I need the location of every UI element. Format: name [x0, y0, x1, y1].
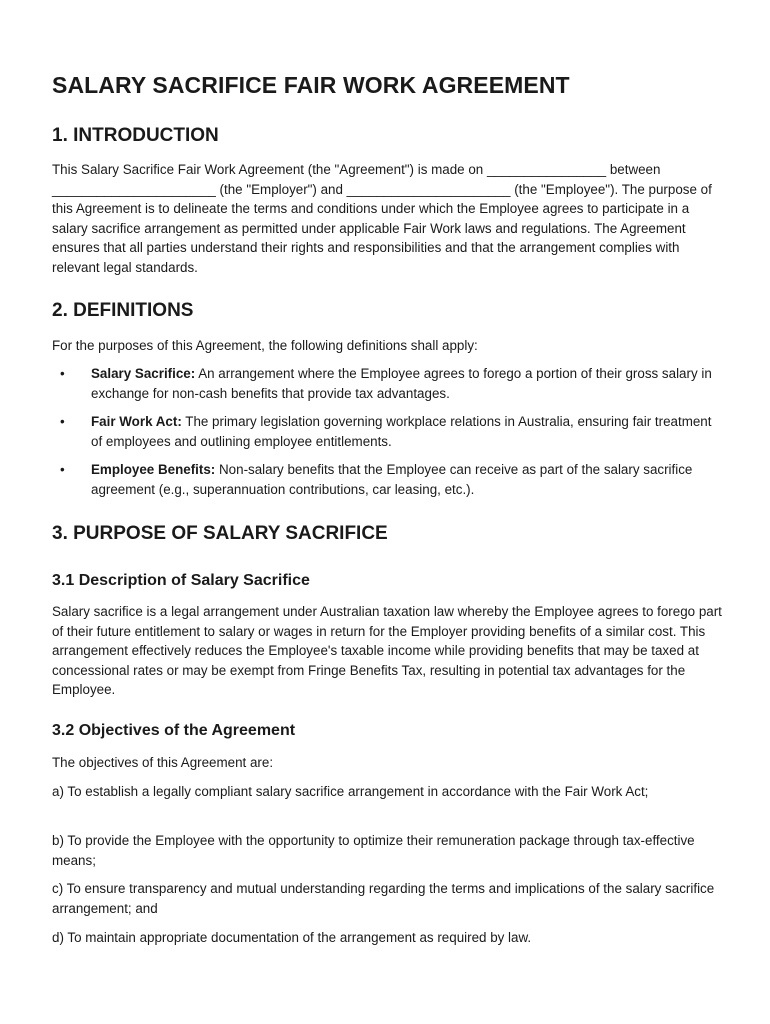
document-title: SALARY SACRIFICE FAIR WORK AGREEMENT: [52, 72, 570, 98]
subsection-heading-objectives: 3.2 Objectives of the Agreement: [52, 722, 296, 739]
objective-item-c: c) To ensure transparency and mutual understanding regarding the terms and implications of the salary sacrifice arrangement; and: [52, 881, 715, 916]
objective-item-d: d) To maintain appropriate documentation of the arrangement as required by law.: [52, 930, 532, 945]
definition-item-fair-work-act: [52, 412, 722, 451]
bullet-icon: •: [60, 462, 65, 478]
bullet-icon: •: [60, 414, 65, 430]
objectives-intro: The objectives of this Agreement are:: [52, 755, 274, 770]
definitions-list: [52, 364, 722, 509]
definition-text: Non-salary benefits that the Employee can receive as part of the salary sacrifice agreement (e.g., superannuation contributions, car leasing, etc.).: [91, 462, 693, 497]
objective-item-a: a) To establish a legally compliant salary sacrifice arrangement in accordance with the Fair Work Act;: [52, 784, 649, 799]
definition-text: The primary legislation governing workplace relations in Australia, ensuring fair treatment of employees and outlining employee entitlements.: [91, 414, 712, 449]
section-heading-introduction: 1. INTRODUCTION: [52, 125, 219, 146]
definition-item-salary-sacrifice: [52, 364, 722, 403]
introduction-paragraph: This Salary Sacrifice Fair Work Agreement (the "Agreement") is made on ________________ between ______________________ (the "Employer") and ______________________ (the "Employee"). The purpose of this Agreement is to delineate the terms and conditions under which the Employee agrees to participate in a salary sacrifice arrangement as permitted under applicable Fair Work laws and regulations. The Agreement ensures that all parties understand their rights and responsibilities and that the arrangement complies with relevant legal standards.: [52, 162, 712, 275]
definition-term: Employee Benefits:: [91, 462, 216, 478]
section-heading-purpose: 3. PURPOSE OF SALARY SACRIFICE: [52, 523, 388, 544]
definitions-intro: For the purposes of this Agreement, the following definitions shall apply:: [52, 338, 478, 353]
definition-text: An arrangement where the Employee agrees to forego a portion of their gross salary in exchange for non-cash benefits that provide tax advantages.: [91, 366, 712, 401]
definition-item-employee-benefits: [52, 460, 722, 499]
definition-term: Salary Sacrifice:: [91, 366, 196, 381]
definition-term: Fair Work Act:: [91, 414, 182, 430]
section-heading-definitions: 2. DEFINITIONS: [52, 300, 194, 321]
description-paragraph: Salary sacrifice is a legal arrangement under Australian taxation law whereby the Employee agrees to forego part of their future entitlement to salary or wages in return for the Employer providing benefits of a similar cost. This arrangement effectively reduces the Employee's taxable income while providing benefits that may be taxed at concessional rates or may be exempt from Fringe Benefits Tax, resulting in potential tax advantages for the Employee.: [52, 604, 722, 698]
bullet-icon: •: [60, 366, 65, 381]
subsection-heading-description: 3.1 Description of Salary Sacrifice: [52, 572, 310, 589]
objective-item-b: b) To provide the Employee with the opportunity to optimize their remuneration package through tax-effective means;: [52, 833, 695, 868]
